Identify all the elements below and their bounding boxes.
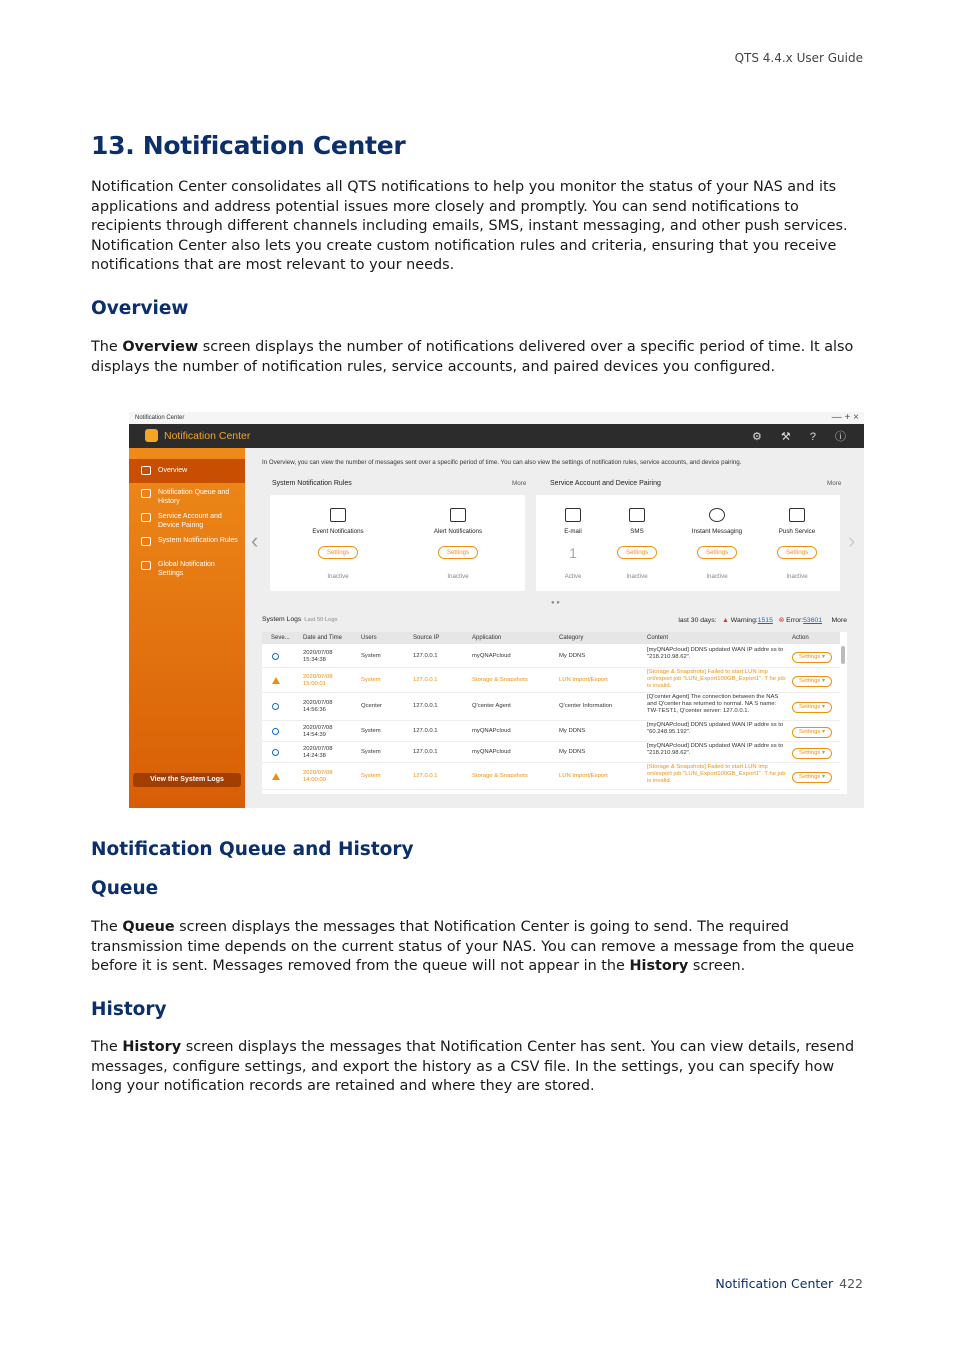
push-service-cell: Push Service Settings Inactive: [760, 495, 834, 591]
pagination-dots[interactable]: ● ●: [551, 600, 560, 606]
logs-more-link[interactable]: More: [831, 617, 847, 624]
log-ip: 127.0.0.1: [413, 773, 438, 779]
table-header: Seve... Date and Time Users Source IP Application Category Content Action: [262, 632, 840, 644]
chevron-left-icon[interactable]: ‹: [251, 528, 259, 553]
sidebar: [129, 448, 245, 808]
email-cell: E-mail 1 Active: [536, 495, 610, 591]
row-settings-button[interactable]: Settings ▾: [792, 652, 832, 663]
settings-button[interactable]: Settings: [318, 546, 358, 559]
log-category: My DDNS: [559, 728, 586, 734]
row-settings-button[interactable]: Settings ▾: [792, 772, 832, 783]
log-content: [Q'center Agent] The connection between the NAS and Q'center has returned to normal. NA S name: TW-TEST1, Q'center server: 127.0.0.1.: [647, 694, 779, 714]
page-number: 422: [839, 1276, 863, 1291]
warning-icon: [272, 677, 280, 684]
table-row[interactable]: [262, 721, 840, 742]
log-category: Q'center Information: [559, 703, 613, 709]
log-app: myQNAPcloud: [472, 749, 511, 755]
chapter-title: 13. Notification Center: [91, 131, 406, 160]
log-ip: 127.0.0.1: [413, 749, 438, 755]
system-logs-table: [262, 632, 847, 794]
table-row[interactable]: [262, 646, 840, 668]
rules-more-link[interactable]: More: [512, 480, 527, 487]
sidebar-item-notification-rules[interactable]: System Notification Rules: [129, 534, 245, 556]
log-category: LUN Import/Export: [559, 773, 608, 779]
chevron-right-icon[interactable]: ›: [848, 528, 856, 553]
log-date-value: 2020/07/08: [303, 674, 333, 680]
queue-paragraph: The Queue screen displays the messages that Notification Center is going to send. The required transmission time depends on the current status of your NAS. You can remove a message from the queue before it is sent. Messages removed from the queue will not appear in the History screen.: [91, 919, 855, 974]
system-logs-title: System Logs Last 50 Logs: [262, 616, 338, 623]
log-ip: 127.0.0.1: [413, 728, 438, 734]
history-paragraph: The History screen displays the messages that Notification Center has sent. You can view details, resend messages, configure settings, and export the history as a CSV file. In the settings, you can specify how long your notification records are retained and where they are stored.: [91, 1039, 855, 1094]
log-category: LUN Import/Export: [559, 677, 608, 683]
log-time-value: 14:54:39: [303, 732, 326, 738]
intro-paragraph: Notification Center consolidates all QTS notifications to help you monitor the status of your NAS and its applications and address potential issues more closely and promptly. You can send notifications to recipients through different channels including emails, SMS, instant messaging, and other push services. Notification Center also lets you create custom notification rules and criteria, ensuring that you receive notifications that are most relevant to your needs.: [91, 179, 848, 273]
chat-icon: [709, 508, 725, 522]
window-controls[interactable]: — + ×: [831, 412, 859, 423]
queue-history-heading: Notification Queue and History: [91, 839, 414, 860]
table-row[interactable]: [262, 693, 840, 721]
error-count-link[interactable]: 53601: [803, 617, 823, 624]
log-user: System: [361, 677, 381, 683]
overview-panel: [245, 448, 864, 808]
log-summary: last 30 days: ▲ Warning:1515 ⊗ Error:53601 More: [678, 617, 847, 624]
log-time-value: 14:24:38: [303, 753, 326, 759]
instant-messaging-cell: Instant Messaging Settings Inactive: [680, 495, 754, 591]
warning-icon: ▲: [722, 617, 729, 624]
log-date-value: 2020/07/08: [303, 650, 333, 656]
log-user: System: [361, 773, 381, 779]
log-app: Q'center Agent: [472, 703, 511, 709]
log-date: [303, 725, 332, 739]
log-date: [303, 700, 332, 714]
log-content: [myQNAPcloud] DDNS updated WAN IP addre ss to "218.210.98.62".: [647, 743, 784, 756]
row-settings-button[interactable]: Settings ▾: [792, 727, 832, 738]
history-heading: History: [91, 999, 167, 1020]
log-ip: 127.0.0.1: [413, 677, 438, 683]
overview-paragraph: The Overview screen displays the number of notifications delivered over a specific period of time. It also displays the number of notification rules, service accounts, and paired devices you configured.: [91, 339, 854, 375]
overview-intro: In Overview, you can view the number of messages sent over a specific period of time. You can also view the settings of notification rules, service accounts, and device pairing.: [262, 459, 742, 466]
table-row[interactable]: [262, 763, 840, 790]
window-titlebar: [129, 412, 864, 424]
overview-heading: Overview: [91, 298, 189, 319]
view-system-logs-button[interactable]: View the System Logs: [133, 773, 241, 787]
settings-button[interactable]: Settings: [777, 546, 817, 559]
notification-center-screenshot: [129, 412, 864, 808]
log-date: [303, 770, 332, 784]
rules-section-title: System Notification Rules: [272, 480, 352, 487]
log-content: [myQNAPcloud] DDNS updated WAN IP addre ss to "60.248.95.192".: [647, 722, 784, 735]
log-time-value: 14:00:00: [303, 777, 326, 783]
settings-button[interactable]: Settings: [697, 546, 737, 559]
log-user: Qcenter: [361, 703, 382, 709]
phone-icon: [629, 508, 645, 522]
log-date-value: 2020/07/08: [303, 700, 333, 706]
info-icon: [272, 749, 279, 756]
log-app: Storage & Snapshots: [472, 773, 528, 779]
log-ip: 127.0.0.1: [413, 653, 438, 659]
table-row[interactable]: [262, 668, 840, 693]
megaphone-icon: [789, 508, 805, 522]
table-row[interactable]: [262, 742, 840, 763]
log-user: System: [361, 653, 381, 659]
log-date: [303, 746, 332, 760]
sidebar-item-overview[interactable]: Overview: [129, 459, 245, 483]
row-settings-button[interactable]: Settings ▾: [792, 748, 832, 759]
alert-notifications-cell: Alert Notifications Settings Inactive: [398, 495, 518, 591]
event-notifications-cell: Event Notifications Settings Inactive: [278, 495, 398, 591]
log-date: [303, 650, 332, 664]
email-count: 1: [569, 545, 577, 561]
log-app: myQNAPcloud: [472, 653, 511, 659]
log-user: System: [361, 728, 381, 734]
service-more-link[interactable]: More: [827, 480, 842, 487]
settings-button[interactable]: Settings: [438, 546, 478, 559]
footer-section: Notification Center: [715, 1276, 834, 1291]
log-app: Storage & Snapshots: [472, 677, 528, 683]
log-user: System: [361, 749, 381, 755]
queue-heading: Queue: [91, 878, 159, 899]
log-category: My DDNS: [559, 749, 586, 755]
warning-icon: [272, 773, 280, 780]
log-date: [303, 674, 332, 688]
rules-card: [270, 495, 525, 591]
app-name: Notification Center: [164, 430, 251, 442]
edit-icon: [141, 537, 151, 546]
sidebar-item-queue-history[interactable]: Notification Queue and History: [129, 486, 245, 508]
log-date-value: 2020/07/08: [303, 725, 333, 731]
app-header: [129, 424, 864, 448]
document-icon: [450, 508, 466, 522]
system-logs-header: [262, 616, 847, 628]
log-ip: 127.0.0.1: [413, 703, 438, 709]
log-content: [Storage & Snapshots] Failed to start LUN imp ort/export job "LUN_Export100GB_Export1". T he job is invalid.: [647, 764, 786, 784]
row-settings-button[interactable]: Settings ▾: [792, 676, 832, 687]
log-date-value: 2020/07/08: [303, 746, 333, 752]
notification-center-logo-icon: [145, 429, 158, 442]
error-icon: ⊗: [778, 617, 785, 624]
log-app: myQNAPcloud: [472, 728, 511, 734]
list-icon: [141, 489, 151, 498]
log-category: My DDNS: [559, 653, 586, 659]
sidebar-item-service-account[interactable]: Service Account and Device Pairing: [129, 510, 245, 532]
toolbar-icons[interactable]: ⚙ ⚒ ? ⓘ: [751, 431, 854, 443]
log-time-value: 15:00:01: [303, 681, 326, 687]
mail-icon: [565, 508, 581, 522]
info-icon: [272, 728, 279, 735]
log-content: [Storage & Snapshots] Failed to start LUN imp ort/export job "LUN_Export100GB_Export1". T he job is invalid.: [647, 669, 786, 689]
sidebar-item-global-settings[interactable]: Global Notification Settings: [129, 558, 245, 580]
chart-icon: [141, 466, 151, 475]
grid-icon: [330, 508, 346, 522]
info-icon: [272, 703, 279, 710]
guide-header: QTS 4.4.x User Guide: [734, 51, 863, 65]
service-card: [536, 495, 840, 591]
info-icon: [272, 653, 279, 660]
page-footer: [715, 1276, 863, 1291]
row-settings-button[interactable]: Settings ▾: [792, 702, 832, 713]
log-time-value: 14:56:36: [303, 707, 326, 713]
log-content: [myQNAPcloud] DDNS updated WAN IP addre ss to "218.210.98.62".: [647, 647, 784, 660]
warning-count-link[interactable]: 1515: [757, 617, 773, 624]
device-icon: [141, 513, 151, 522]
table-scrollbar[interactable]: [841, 646, 845, 664]
window-title: Notification Center: [135, 415, 185, 421]
sms-cell: SMS Settings Inactive: [600, 495, 674, 591]
service-section-title: Service Account and Device Pairing: [550, 480, 661, 487]
settings-icon: [141, 561, 151, 570]
log-date-value: 2020/07/08: [303, 770, 333, 776]
settings-button[interactable]: Settings: [617, 546, 657, 559]
log-time-value: 15:34:38: [303, 657, 326, 663]
